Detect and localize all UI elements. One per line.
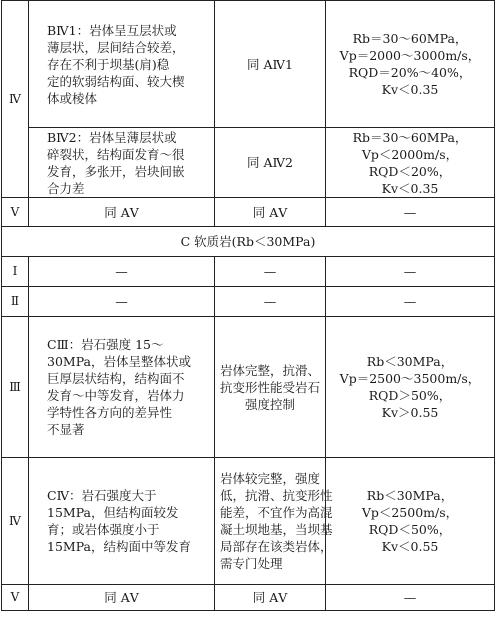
text-line: Kv＜0.55 bbox=[381, 539, 439, 554]
text-line: 低，抗滑、抗变形性 bbox=[220, 488, 333, 503]
characteristics-cell: — bbox=[215, 287, 326, 317]
table-row bbox=[2, 198, 495, 227]
table-row bbox=[2, 128, 495, 198]
description-cell: 同 AⅤ bbox=[29, 585, 215, 611]
description-cell: — bbox=[29, 257, 215, 287]
grade-cell: Ⅳ bbox=[2, 458, 29, 585]
characteristics-cell: 同 AⅤ bbox=[215, 585, 326, 611]
text-line: 凝土坝地基，当坝基 bbox=[220, 522, 333, 537]
text-line: 育；或岩体强度小于 bbox=[47, 522, 160, 537]
table-row bbox=[2, 1, 495, 128]
text-line: CⅣ：岩石强度大于 bbox=[47, 488, 157, 503]
table-row bbox=[2, 317, 495, 458]
text-line: 岩体完整，抗滑、 bbox=[219, 362, 320, 378]
text-line: 30MPa，岩体呈整体状或 bbox=[47, 354, 192, 369]
grade-cell: Ⅰ bbox=[2, 257, 29, 287]
text-line: 合力差 bbox=[47, 180, 85, 196]
index-cell bbox=[326, 128, 495, 198]
text-line: RQD＜50%， bbox=[368, 522, 452, 537]
text-line: 定的软弱结构面、较大楔 bbox=[47, 73, 185, 89]
text-line: Vp＜2000m/s， bbox=[361, 146, 459, 162]
text-line: RQD＜20%， bbox=[368, 163, 452, 179]
description-cell bbox=[29, 458, 215, 585]
text-line: 碎裂状，结构面发育～很 bbox=[47, 146, 185, 162]
index-cell bbox=[326, 317, 495, 458]
text-line: 15MPa，但结构面较发 bbox=[47, 505, 179, 520]
text-line: 发育，多张开，岩块间嵌 bbox=[47, 163, 185, 179]
text-line: 能差，不宜作为高混 bbox=[220, 505, 333, 520]
text-line: BⅣ2：岩体呈薄层状或 bbox=[47, 129, 177, 145]
table-row bbox=[2, 287, 495, 317]
text-line: Kv＞0.55 bbox=[381, 405, 439, 420]
description-cell bbox=[29, 1, 215, 128]
text-line: BⅣ1：岩体呈互层状或 bbox=[47, 22, 177, 38]
text-line: RQD＝20%～40%， bbox=[348, 65, 472, 80]
rock-mass-classification-table bbox=[1, 0, 495, 611]
text-line: 岩体较完整，强度 bbox=[220, 471, 321, 486]
text-line: 抗变形性能受岩石 bbox=[219, 379, 320, 395]
text-line: 发育～中等发育，岩体力 bbox=[47, 388, 185, 403]
text-line: 15MPa，结构面中等发育 bbox=[47, 539, 192, 554]
text-line: Kv＜0.35 bbox=[381, 82, 439, 97]
section-header-row bbox=[2, 227, 495, 257]
characteristics-cell bbox=[215, 317, 326, 458]
text-line: Rb＝30～60MPa， bbox=[352, 129, 468, 145]
text-line: RQD＞50%， bbox=[368, 388, 452, 403]
text-line: Rb＜30MPa， bbox=[366, 354, 454, 369]
characteristics-cell: 同 AⅤ bbox=[215, 198, 326, 227]
text-line: 不显著 bbox=[47, 422, 85, 437]
description-cell bbox=[29, 128, 215, 198]
table-row bbox=[2, 257, 495, 287]
text-line: 学特性各方向的差异性 bbox=[47, 405, 173, 420]
characteristics-cell bbox=[215, 458, 333, 585]
index-cell: — bbox=[326, 287, 495, 317]
description-cell: 同 AⅤ bbox=[29, 198, 215, 227]
text-line: 巨厚层状结构，结构面不 bbox=[47, 371, 185, 386]
section-title: C 软质岩(Rb＜30MPa) bbox=[2, 227, 495, 257]
index-cell: — bbox=[326, 585, 495, 611]
text-line: 存在不利于坝基(肩)稳 bbox=[47, 56, 170, 72]
table-row bbox=[2, 458, 495, 585]
text-line: Rb＝30～60MPa， bbox=[352, 31, 468, 46]
text-line: 体或棱体 bbox=[47, 90, 98, 106]
text-line: 强度控制 bbox=[244, 396, 295, 412]
text-line: CⅢ：岩石强度 15～ bbox=[47, 337, 164, 352]
index-cell bbox=[326, 1, 495, 128]
text-line: Rb＜30MPa， bbox=[366, 488, 454, 503]
grade-cell: Ⅲ bbox=[2, 317, 29, 458]
grade-cell: Ⅴ bbox=[2, 585, 29, 611]
index-cell: — bbox=[326, 198, 495, 227]
grade-cell: Ⅴ bbox=[2, 198, 29, 227]
grade-cell: Ⅳ bbox=[2, 1, 29, 198]
grade-cell: Ⅱ bbox=[2, 287, 29, 317]
text-line: Vp＝2000～3000m/s， bbox=[339, 48, 481, 63]
text-line: 薄层状，层间结合较差， bbox=[47, 39, 185, 55]
text-line: 需专门处理 bbox=[220, 556, 283, 571]
index-cell: — bbox=[326, 257, 495, 287]
characteristics-cell: 同 AⅣ2 bbox=[215, 128, 326, 198]
text-line: Kv＜0.35 bbox=[381, 180, 439, 196]
table-row bbox=[2, 585, 495, 611]
text-line: 局部存在该类岩体， bbox=[220, 539, 333, 554]
text-line: Vp＝2500～3500m/s， bbox=[339, 371, 481, 386]
index-cell bbox=[326, 458, 495, 585]
description-cell bbox=[29, 317, 215, 458]
characteristics-cell: 同 AⅣ1 bbox=[215, 1, 326, 128]
text-line: Vp＜2500m/s， bbox=[361, 505, 459, 520]
characteristics-cell: — bbox=[215, 257, 326, 287]
description-cell: — bbox=[29, 287, 215, 317]
